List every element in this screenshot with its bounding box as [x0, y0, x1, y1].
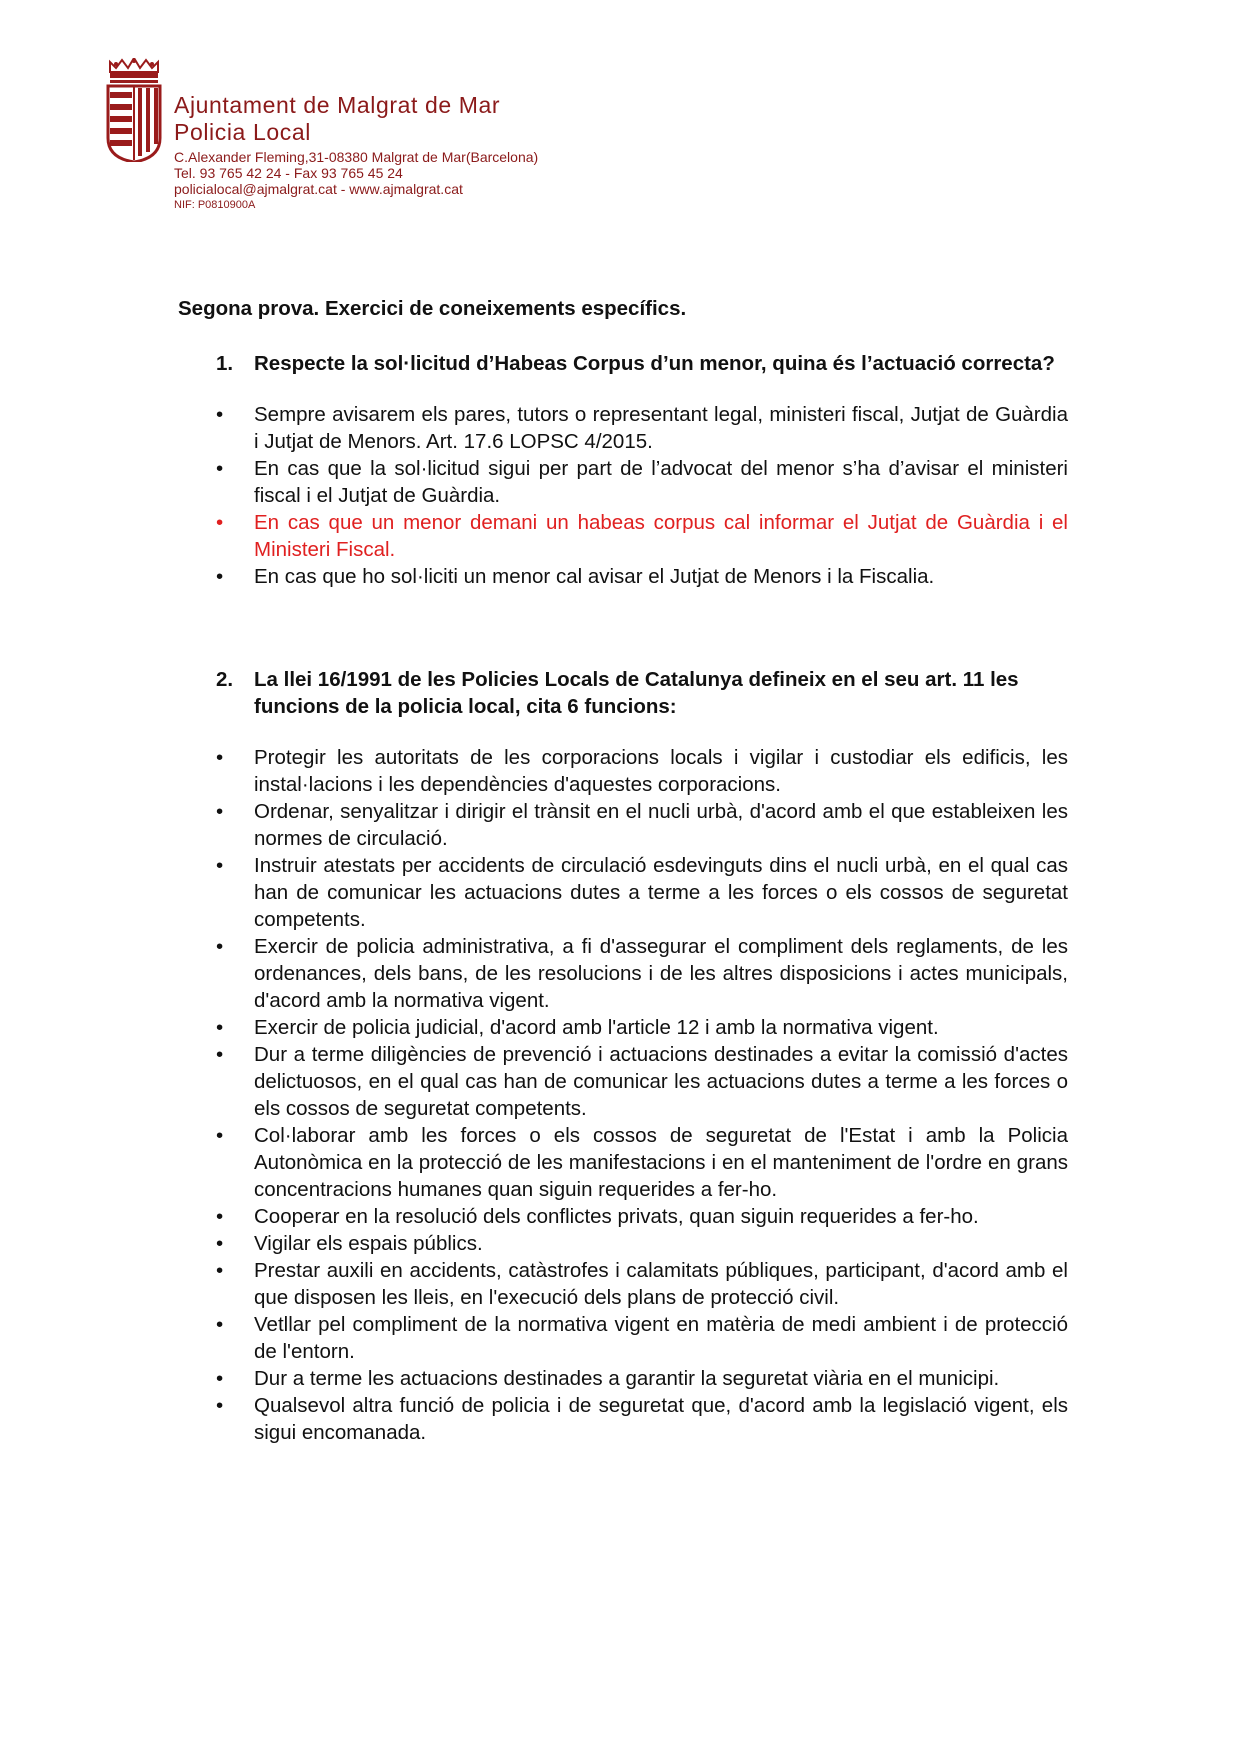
bullet-icon: • — [216, 565, 224, 588]
municipal-crest-icon — [104, 58, 164, 162]
question-text: La llei 16/1991 de les Policies Locals de Catalunya defineix en el seu art. 11 les funcions de la policia local, cita 6 funcions: — [254, 668, 1019, 718]
list-item: • Vetllar pel compliment de la normativa vigent en matèria de medi ambient i de protecció de l'entorn. — [216, 1313, 1068, 1363]
list-item: • Exercir de policia administrativa, a fi d'assegurar el compliment dels reglaments, de les ordenances, dels bans, de les resolucions i de les altres disposicions i actes municipals, d'acord amb la normativa vigent. — [216, 935, 1068, 1012]
list-item: • Ordenar, senyalitzar i dirigir el trànsit en el nucli urbà, d'acord amb el que estableixen les normes de circulació. — [216, 800, 1068, 850]
bullet-icon: • — [216, 403, 224, 426]
bullet-icon: • — [216, 746, 224, 769]
question-1 — [178, 350, 1068, 377]
bullet-icon: • — [216, 1367, 224, 1390]
list-item: • Dur a terme diligències de prevenció i actuacions destinades a evitar la comissió d'actes delictuosos, en el qual cas han de comunicar les actuacions dutes a terme a les forces o els cossos de seguretat competents. — [216, 1043, 1068, 1120]
bullet-icon: • — [216, 511, 224, 534]
list-item: • Sempre avisarem els pares, tutors o representant legal, ministeri fiscal, Jutjat de Guàrdia i Jutjat de Menors. Art. 17.6 LOPSC 4/2015. — [216, 403, 1068, 453]
list-item: • Exercir de policia judicial, d'acord amb l'article 12 i amb la normativa vigent. — [216, 1016, 939, 1039]
question-text: Respecte la sol·licitud d’Habeas Corpus d’un menor, quina és l’actuació correcta? — [254, 352, 1055, 375]
answer-list-2 — [178, 744, 1068, 1446]
list-item: • Protegir les autoritats de les corporacions locals i vigilar i custodiar els edificis, les instal·lacions i les dependències d'aquestes corporacions. — [216, 746, 1068, 796]
list-item: • Col·laborar amb les forces o els cossos de seguretat de l'Estat i amb la Policia Autonòmica en la protecció de les manifestacions i en el manteniment de l'ordre en grans concentracions humanes quan siguin requerides a fer-ho. — [216, 1124, 1068, 1201]
email-web-line: policialocal@ajmalgrat.cat - www.ajmalgrat.cat — [174, 181, 463, 197]
list-item: • En cas que ho sol·liciti un menor cal avisar el Jutjat de Menors i la Fiscalia. — [216, 565, 935, 588]
bullet-icon: • — [216, 1043, 224, 1066]
list-item: • En cas que la sol·licitud sigui per part de l’advocat del menor s’ha d’avisar el ministeri fiscal i el Jutjat de Guàrdia. — [216, 457, 1068, 507]
list-item: • Vigilar els espais públics. — [216, 1232, 483, 1255]
list-item: • Qualsevol altra funció de policia i de seguretat que, d'acord amb la legislació vigent, els sigui encomanada. — [216, 1394, 1068, 1444]
bullet-icon: • — [216, 1205, 224, 1228]
address-line: C.Alexander Fleming,31-08380 Malgrat de Mar(Barcelona) — [174, 149, 539, 165]
list-item: • Instruir atestats per accidents de circulació esdevinguts dins el nucli urbà, en el qual cas han de comunicar les actuacions dutes a terme a les forces o els cossos de seguretat competents. — [216, 854, 1068, 931]
bullet-icon: • — [216, 1232, 224, 1255]
organization-name: Ajuntament de Malgrat de Mar — [174, 92, 501, 118]
bullet-icon: • — [216, 854, 224, 877]
list-item: • Cooperar en la resolució dels conflictes privats, quan siguin requerides a fer-ho. — [216, 1205, 979, 1228]
question-number: 2. — [216, 668, 234, 691]
question-number: 1. — [216, 352, 234, 375]
bullet-icon: • — [216, 800, 224, 823]
page-title: Segona prova. Exercici de coneixements específics. — [178, 297, 687, 320]
list-item: • Dur a terme les actuacions destinades a garantir la seguretat viària en el municipi. — [216, 1367, 1000, 1390]
answer-list-1 — [178, 401, 1068, 590]
question-2 — [178, 666, 1068, 720]
correct-answer-item: • En cas que un menor demani un habeas corpus cal informar el Jutjat de Guàrdia i el Ministeri Fiscal. — [216, 511, 1068, 561]
department-name: Policia Local — [174, 119, 311, 145]
bullet-icon: • — [216, 1313, 224, 1336]
bullet-icon: • — [216, 935, 224, 958]
organization-block — [174, 92, 538, 213]
bullet-icon: • — [216, 1259, 224, 1282]
nif-line: NIF: P0810900A — [174, 199, 256, 211]
bullet-icon: • — [216, 1124, 224, 1147]
letterhead — [104, 58, 664, 218]
phone-fax-line: Tel. 93 765 42 24 - Fax 93 765 45 24 — [174, 165, 403, 181]
bullet-icon: • — [216, 1016, 224, 1039]
list-item: • Prestar auxili en accidents, catàstrofes i calamitats públiques, participant, d'acord amb el que disposen les lleis, en l'execució dels plans de protecció civil. — [216, 1259, 1068, 1309]
bullet-icon: • — [216, 1394, 224, 1417]
bullet-icon: • — [216, 457, 224, 480]
document-body — [178, 296, 1068, 1446]
